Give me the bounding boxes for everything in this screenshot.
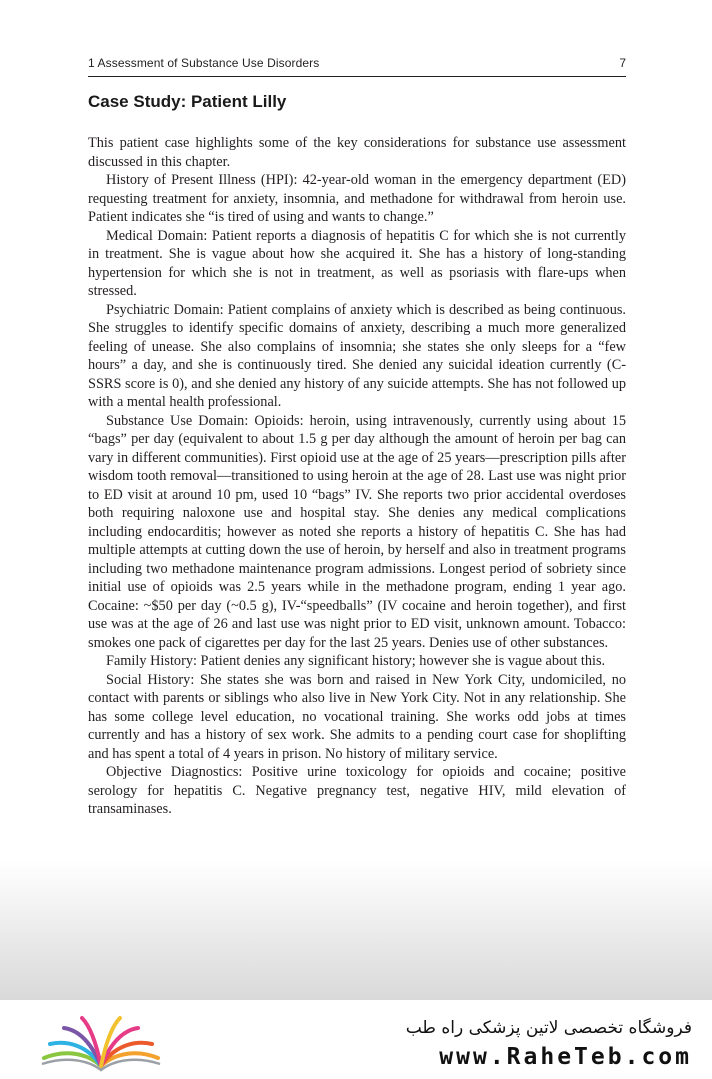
- paragraph-hpi: History of Present Illness (HPI): 42-year-old woman in the emergency department (ED) requesting treatment for anxiety, insomnia, and methadone for withdrawal from heroin use. Patient indicates she “is tired of using and wants to change.”: [88, 172, 626, 225]
- open-book-rainbow-icon: [36, 1012, 166, 1074]
- paragraph-intro: This patient case highlights some of the key considerations for substance use assessment discussed in this chapter.: [88, 135, 626, 170]
- paragraph-social-history: Social History: She states she was born and raised in New York City, undomiciled, no contact with parents or siblings who also live in New York City. Not in any relationship. She has some college level education, no vocational training. She works odd jobs at times currently and has a history of sex work. She admits to a pending court case for shoplifting and has spent a total of 4 years in prison. No history of military service.: [88, 671, 626, 762]
- chapter-heading: 1 Assessment of Substance Use Disorders: [88, 56, 320, 70]
- paragraph-objective-diagnostics: Objective Diagnostics: Positive urine toxicology for opioids and cocaine; positive serology for hepatitis C. Negative pregnancy test, negative HIV, mild elevation of transaminases.: [88, 764, 626, 817]
- header-rule: [88, 76, 626, 77]
- store-name: فروشگاه تخصصی لاتین پزشکی راه طب: [405, 1018, 692, 1038]
- paragraph-psychiatric-domain: Psychiatric Domain: Patient complains of anxiety which is described as being continuous. She struggles to identify specific domains of anxiety, describing a much more generalized feeling of unease. She also complains of insomnia; she states she only sleeps for a “few hours” a day, and she is continuously tired. She denied any suicidal ideation currently (C-SSRS score is 0), and she denied any history of any suicide attempts. She has not followed up with a mental health professional.: [88, 301, 626, 410]
- section-title: Case Study: Patient Lilly: [88, 92, 287, 111]
- store-footer: [0, 1000, 712, 1079]
- running-head: [88, 56, 626, 70]
- case-study-body: [88, 134, 626, 819]
- page-number: 7: [619, 56, 626, 70]
- store-url[interactable]: www.RaheTeb.com: [439, 1044, 692, 1070]
- paragraph-family-history: Family History: Patient denies any significant history; however she is vague about this.: [106, 653, 606, 669]
- paragraph-substance-use-domain: Substance Use Domain: Opioids: heroin, using intravenously, currently using about 15 “bags” per day (equivalent to about 1.5 g per day although the amount of heroin per bag can vary in different communities). First opioid use at the age of 25 years—prescription pills after wisdom tooth removal—transitioned to using heroin at the age of 28. Last use was night prior to ED visit at around 10 pm, used 10 “bags” IV. She reports two prior accidental overdoses both requiring naloxone use and hospital stay. She denies any medical complications including endocarditis; however as noted she reports a history of hepatitis C. She has had multiple attempts at cutting down the use of heroin, by herself and also in treatment programs including two methadone maintenance program admissions. Longest period of sobriety since initial use of opioids was 2.5 years while in the methadone program, ending 1 year ago. Cocaine: ~$50 per day (~0.5 g), IV-“speedballs” (IV cocaine and heroin together), and first use was at the age of 26 and last use was night prior to ED visit, unknown amount. Tobacco: smokes one pack of cigarettes per day for the last 25 years. Denies use of other substances.: [88, 412, 626, 651]
- paragraph-medical-domain: Medical Domain: Patient reports a diagnosis of hepatitis C for which she is not currently in treatment. She is vague about how she acquired it. She has a history of long-standing hypertension for which she is not in treatment, as well as psoriasis with flare-ups when stressed.: [88, 227, 626, 299]
